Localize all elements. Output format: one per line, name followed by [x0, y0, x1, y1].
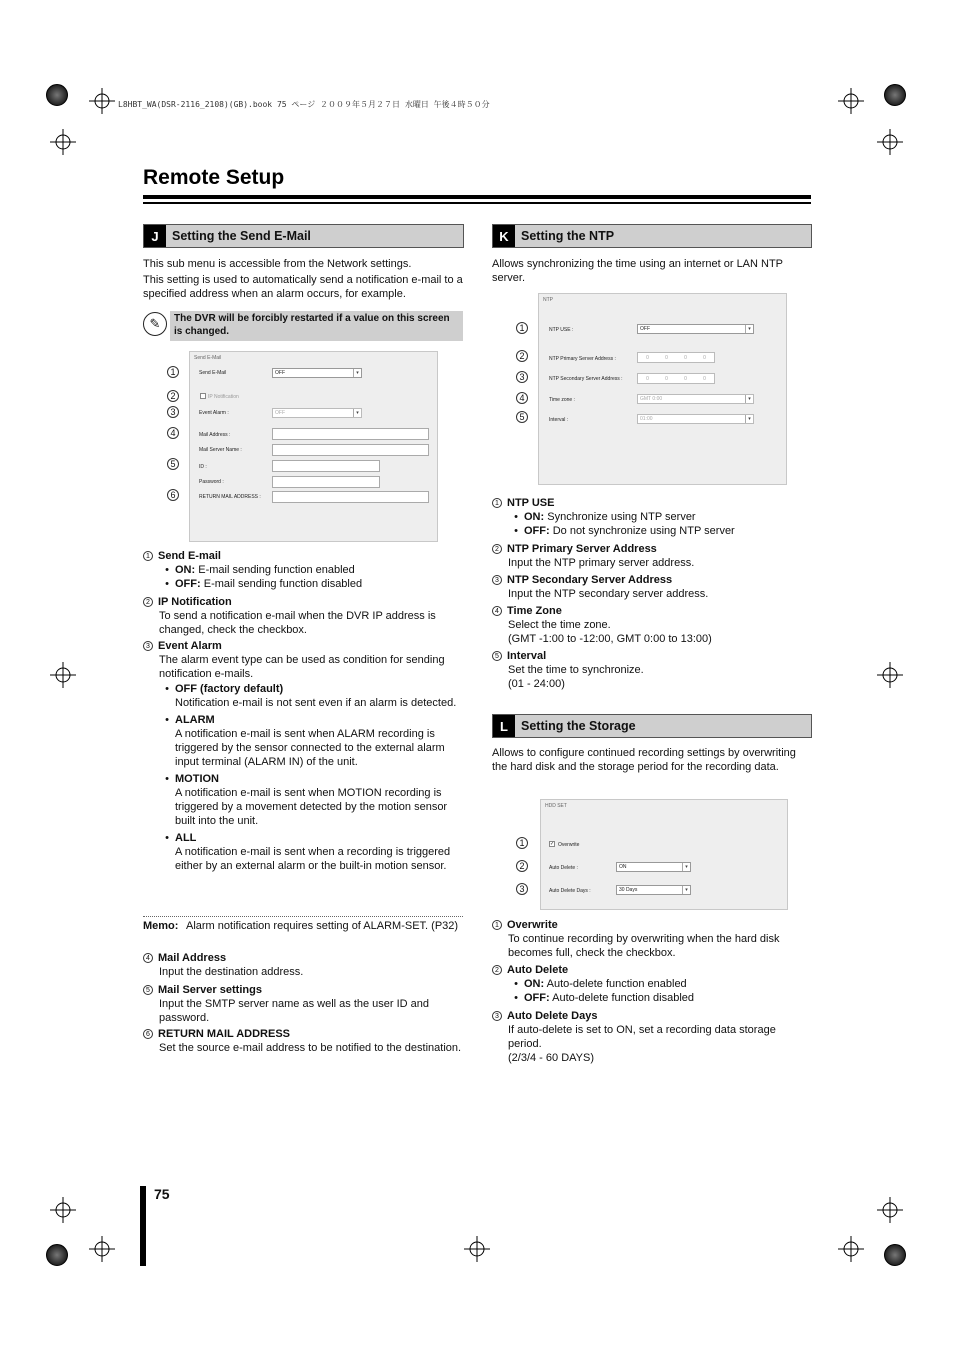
- secondary-server-label: NTP Secondary Server Address :: [549, 376, 623, 382]
- event-alarm-label: Event Alarm :: [199, 410, 229, 416]
- chevron-down-icon: ▾: [353, 409, 361, 417]
- callout-1: 1: [167, 366, 179, 378]
- item-text: Select the time zone.: [508, 619, 611, 631]
- item-number: 3: [143, 641, 153, 651]
- item-text: Input the NTP primary server address.: [508, 557, 695, 569]
- item-title: Send E-mail: [158, 550, 221, 562]
- item-mail-server: [143, 983, 464, 1025]
- item-overwrite: [492, 918, 812, 960]
- chevron-down-icon: ▾: [745, 325, 753, 333]
- print-disc-mark: [46, 1244, 68, 1266]
- item-event-alarm: [143, 639, 464, 873]
- item-title: IP Notification: [158, 596, 232, 608]
- item-text: The alarm event type can be used as condition for sending notification e-mails.: [159, 654, 445, 680]
- return-mail-input[interactable]: [272, 491, 429, 503]
- item-number: 1: [492, 498, 502, 508]
- item-interval: [492, 649, 812, 691]
- ntp-use-select[interactable]: [637, 324, 754, 334]
- memo-label: Memo:: [143, 920, 179, 932]
- primary-server-label: NTP Primary Server Address :: [549, 356, 616, 362]
- restart-note: The DVR will be forcibly restarted if a value on this screen is changed.: [170, 311, 463, 341]
- option-value: E-mail sending function enabled: [198, 564, 355, 576]
- chevron-down-icon: ▾: [745, 415, 753, 423]
- ip-octet: 0: [684, 354, 687, 361]
- option-key: ON:: [524, 511, 545, 523]
- ntp-use-label: NTP USE :: [549, 327, 574, 333]
- callout-5: 5: [516, 411, 528, 423]
- section-header-send-email: [143, 224, 464, 248]
- memo-divider: [143, 916, 463, 917]
- option-key: OFF:: [524, 992, 550, 1004]
- ip-octet: 0: [646, 354, 649, 361]
- option-value: Notification e-mail is not sent even if an alarm is detected.: [175, 697, 457, 709]
- callout-1: 1: [516, 322, 528, 334]
- auto-delete-days-value: 30 Days: [619, 887, 638, 893]
- callout-3: 3: [516, 371, 528, 383]
- timezone-select[interactable]: [637, 394, 754, 404]
- option-value: Synchronize using NTP server: [547, 511, 696, 523]
- crosshair-icon: [877, 662, 903, 688]
- intro-paragraph: Allows synchronizing the time using an internet or LAN NTP server.: [492, 258, 783, 284]
- title-rule-thin: [143, 202, 811, 204]
- item-text: (01 - 24:00): [508, 678, 565, 690]
- item-number: 2: [492, 544, 502, 554]
- callout-5: 5: [167, 458, 179, 470]
- item-number: 4: [492, 606, 502, 616]
- item-title: Mail Address: [158, 952, 227, 964]
- item-auto-delete: [492, 963, 812, 1005]
- title-rule: [143, 195, 811, 199]
- print-disc-mark: [884, 84, 906, 106]
- option-key: OFF (factory default): [175, 683, 284, 695]
- crosshair-icon: [50, 1197, 76, 1223]
- option-key: ALL: [175, 832, 197, 844]
- item-return-mail: [143, 1027, 464, 1055]
- crosshair-icon: [838, 88, 864, 114]
- crosshair-icon: [877, 1197, 903, 1223]
- item-title: Interval: [507, 650, 547, 662]
- print-disc-mark: [46, 84, 68, 106]
- item-text: Input the destination address.: [159, 966, 304, 978]
- chevron-down-icon: ▾: [682, 863, 690, 871]
- item-title: Mail Server settings: [158, 984, 262, 996]
- item-text: Set the source e-mail address to be notified to the destination.: [159, 1042, 462, 1054]
- ip-octet: 0: [684, 375, 687, 382]
- send-email-screen: [189, 351, 438, 542]
- item-number: 5: [492, 651, 502, 661]
- ntp-screen: [538, 293, 787, 485]
- option-value: A notification e-mail is sent when a recording is triggered either by an external alarm or the built-in motion sensor.: [175, 846, 451, 872]
- item-secondary-server: [492, 573, 812, 601]
- primary-server-ip-input[interactable]: [637, 352, 715, 363]
- intro-paragraph: This setting is used to automatically send a notification e-mail to a specified address when an alarm occurs, for example.: [143, 274, 463, 300]
- auto-delete-days-label: Auto Delete Days :: [549, 888, 591, 894]
- ip-octet: 0: [665, 354, 668, 361]
- item-number: 3: [492, 1011, 502, 1021]
- crosshair-icon: [838, 1236, 864, 1262]
- option-value: Do not synchronize using NTP server: [552, 525, 735, 537]
- event-alarm-select[interactable]: [272, 408, 362, 418]
- crosshair-icon: [50, 662, 76, 688]
- item-title: NTP Primary Server Address: [507, 543, 657, 555]
- option-key: OFF:: [175, 578, 201, 590]
- page-number: 75: [154, 1186, 170, 1202]
- return-mail-label: RETURN MAIL ADDRESS :: [199, 494, 261, 500]
- pencil-note-icon: ✎: [143, 312, 167, 336]
- callout-4: 4: [516, 392, 528, 404]
- intro-paragraph: This sub menu is accessible from the Network settings.: [143, 258, 412, 270]
- item-number: 4: [143, 953, 153, 963]
- print-disc-mark: [884, 1244, 906, 1266]
- memo: [143, 919, 464, 933]
- crosshair-icon: [89, 88, 115, 114]
- callout-3: 3: [516, 883, 528, 895]
- auto-delete-select[interactable]: [616, 862, 691, 872]
- memo-text: Alarm notification requires setting of ALARM-SET. (P32): [186, 920, 459, 932]
- section-title: Setting the Send E-Mail: [172, 229, 311, 243]
- password-label: Password :: [199, 479, 224, 485]
- mail-address-input[interactable]: [272, 428, 429, 440]
- ip-octet: 0: [703, 354, 706, 361]
- screen-title: Send E-Mail: [194, 355, 222, 361]
- crosshair-icon: [464, 1236, 490, 1262]
- mail-address-label: Mail Address :: [199, 432, 231, 438]
- section-title: Setting the Storage: [521, 719, 636, 733]
- option-key: ON:: [524, 978, 545, 990]
- item-title: NTP Secondary Server Address: [507, 574, 673, 586]
- callout-2: 2: [167, 390, 179, 402]
- send-email-value: OFF: [275, 370, 285, 376]
- section-title: Setting the NTP: [521, 229, 615, 243]
- callout-4: 4: [167, 427, 179, 439]
- event-alarm-value: OFF: [275, 410, 285, 416]
- item-ntp-use: [492, 496, 812, 538]
- option-key: MOTION: [175, 773, 219, 785]
- section-header-ntp: [492, 224, 812, 248]
- item-text: If auto-delete is set to ON, set a recording data storage period.: [508, 1024, 776, 1050]
- callout-6: 6: [167, 489, 179, 501]
- item-title: RETURN MAIL ADDRESS: [158, 1028, 291, 1040]
- callout-2: 2: [516, 860, 528, 872]
- item-text: To continue recording by overwriting when the hard disk becomes full, check the checkbox.: [508, 933, 780, 959]
- chevron-down-icon: ▾: [353, 369, 361, 377]
- send-email-select[interactable]: [272, 368, 362, 378]
- item-text: Input the NTP secondary server address.: [508, 588, 709, 600]
- callout-2: 2: [516, 350, 528, 362]
- screen-title: NTP: [543, 297, 553, 303]
- crosshair-icon: [50, 129, 76, 155]
- interval-value: 01:00: [640, 416, 653, 422]
- ip-octet: 0: [703, 375, 706, 382]
- item-time-zone: [492, 604, 812, 646]
- page-title: Remote Setup: [143, 166, 285, 189]
- chevron-down-icon: ▾: [745, 395, 753, 403]
- overwrite-checkbox[interactable]: ✓: [550, 841, 555, 847]
- auto-delete-days-select[interactable]: [616, 885, 691, 895]
- section-letter: K: [493, 225, 515, 247]
- item-number: 1: [492, 920, 502, 930]
- secondary-server-ip-input[interactable]: [637, 373, 715, 384]
- item-send-email: [143, 549, 464, 591]
- send-email-label: Send E-Mail: [199, 370, 227, 376]
- hdd-set-screen: [540, 799, 788, 910]
- item-number: 1: [143, 551, 153, 561]
- crosshair-icon: [877, 129, 903, 155]
- ip-octet: 0: [646, 375, 649, 382]
- item-number: 5: [143, 985, 153, 995]
- item-title: Auto Delete Days: [507, 1010, 598, 1022]
- ip-notification-label: IP Notification: [208, 394, 239, 400]
- item-text: To send a notification e-mail when the DVR IP address is changed, check the checkbox.: [159, 610, 436, 636]
- item-title: NTP USE: [507, 497, 555, 509]
- mail-server-input[interactable]: [272, 444, 429, 456]
- item-text: Set the time to synchronize.: [508, 664, 644, 676]
- crosshair-icon: [89, 1236, 115, 1262]
- id-input[interactable]: [272, 460, 380, 472]
- item-mail-address: [143, 951, 464, 979]
- ip-octet: 0: [665, 375, 668, 382]
- mail-server-label: Mail Server Name :: [199, 447, 242, 453]
- print-header-line: L8HBT_WA(DSR-2116_2108)(GB).book 75 ページ ２００９年５月２７日 水曜日 午後４時５０分: [118, 100, 490, 109]
- section-letter: L: [493, 715, 515, 737]
- option-value: E-mail sending function disabled: [203, 578, 363, 590]
- item-primary-server: [492, 542, 812, 570]
- ntp-use-value: OFF: [640, 326, 650, 332]
- callout-3: 3: [167, 406, 179, 418]
- screen-title: HDD SET: [545, 803, 567, 809]
- item-title: Auto Delete: [507, 964, 569, 976]
- option-value: A notification e-mail is sent when ALARM recording is triggered by the sensor connected to the external alarm input terminal (ALARM IN) of the unit.: [175, 728, 445, 768]
- item-text: (GMT -1:00 to -12:00, GMT 0:00 to 13:00): [508, 633, 712, 645]
- option-key: ON:: [175, 564, 196, 576]
- timezone-label: Time zone :: [549, 397, 575, 403]
- auto-delete-value: ON: [619, 864, 627, 870]
- item-title: Time Zone: [507, 605, 562, 617]
- page-number-bar: [140, 1186, 146, 1266]
- callout-1: 1: [516, 837, 528, 849]
- item-text: Input the SMTP server name as well as the user ID and password.: [159, 998, 430, 1024]
- section-letter: J: [144, 225, 166, 247]
- item-number: 6: [143, 1029, 153, 1039]
- section-header-storage: [492, 714, 812, 738]
- timezone-value: GMT 0:00: [640, 396, 663, 402]
- item-title: Overwrite: [507, 919, 558, 931]
- password-input[interactable]: [272, 476, 380, 488]
- option-value: Auto-delete function enabled: [546, 978, 687, 990]
- option-value: A notification e-mail is sent when MOTION recording is triggered by a movement detected by the motion sensor built into the unit.: [175, 787, 448, 827]
- item-ip-notification: [143, 595, 464, 637]
- chevron-down-icon: ▾: [682, 886, 690, 894]
- auto-delete-label: Auto Delete :: [549, 865, 578, 871]
- item-number: 2: [492, 965, 502, 975]
- option-key: OFF:: [524, 525, 550, 537]
- intro-paragraph: Allows to configure continued recording settings by overwriting the hard disk and the storage period for the recording data.: [492, 747, 796, 773]
- item-text: (2/3/4 - 60 DAYS): [508, 1052, 594, 1064]
- option-value: Auto-delete function disabled: [552, 992, 695, 1004]
- ip-notification-checkbox[interactable]: [200, 393, 206, 399]
- interval-select[interactable]: [637, 414, 754, 424]
- item-auto-delete-days: [492, 1009, 812, 1065]
- interval-label: Interval :: [549, 417, 569, 423]
- id-label: ID :: [199, 464, 207, 470]
- option-key: ALARM: [175, 714, 215, 726]
- item-title: Event Alarm: [158, 640, 222, 652]
- overwrite-label: Overwrite: [558, 842, 580, 848]
- item-number: 3: [492, 575, 502, 585]
- item-number: 2: [143, 597, 153, 607]
